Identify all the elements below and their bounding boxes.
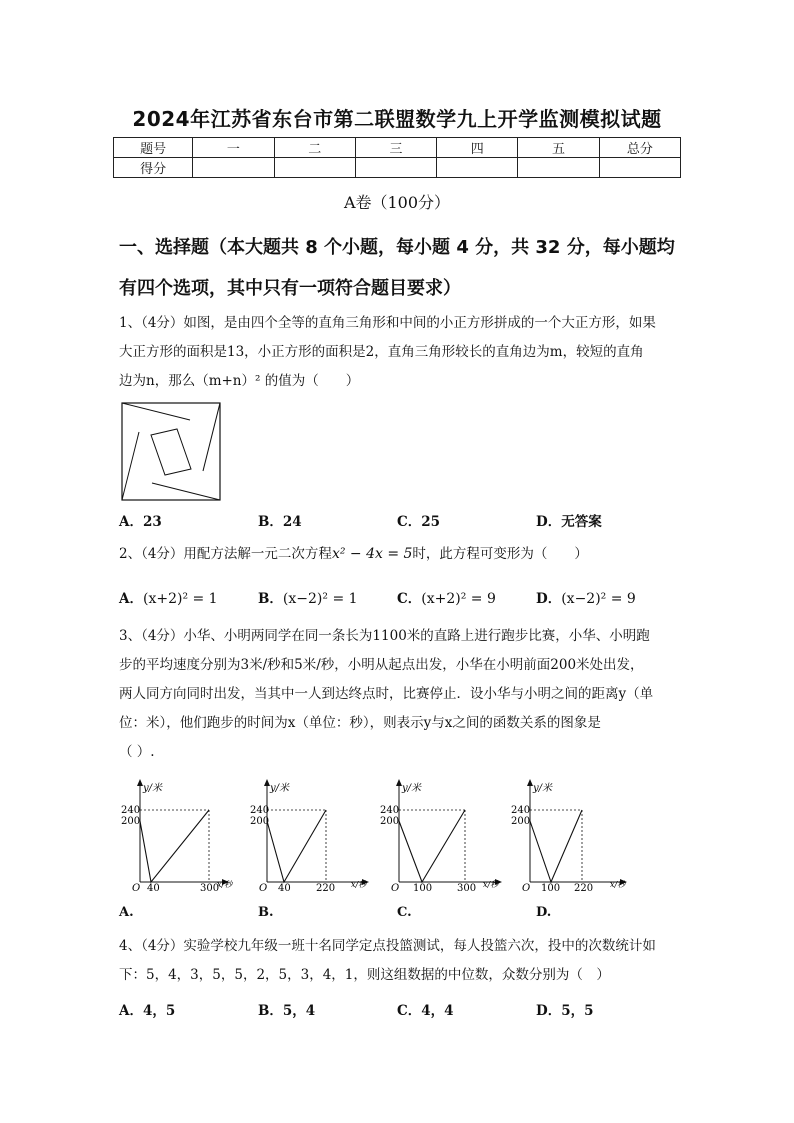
y-tick-label: 200 — [380, 816, 400, 827]
q2-stem-b: 时，此方程可变形为（ ） — [412, 546, 588, 562]
q1-line: 边为n，那么（m+n）² 的值为（ ） — [119, 373, 360, 389]
x-tick-label: 300 — [200, 883, 220, 894]
y-tick-label: 200 — [250, 816, 270, 827]
section-heading-line2: 有四个选项，其中只有一项符合题目要求） — [119, 278, 461, 299]
q3-option-a[interactable]: A. — [119, 905, 134, 920]
y-axis-label: y/米 — [270, 783, 290, 794]
q1-stem — [119, 309, 679, 396]
x-axis-label: x/秒 — [483, 880, 499, 889]
q1-option-c[interactable]: C．25 — [397, 514, 441, 530]
q3-graph-c — [375, 778, 510, 893]
x-axis-label: x/秒 — [351, 880, 367, 889]
origin-label: O — [391, 883, 400, 894]
y-tick-label: 240 — [250, 805, 270, 816]
score-input-cell — [193, 158, 274, 178]
x-tick-label: 220 — [574, 883, 594, 894]
table-cell: 四 — [437, 138, 518, 158]
q4-stem — [119, 932, 684, 990]
q1-option-d[interactable]: D．无答案 — [536, 514, 602, 530]
q3-line: 位：米），他们跑步的时间为x（单位：秒），则表示y与x之间的函数关系的图象是 — [119, 715, 601, 731]
q3-graph-b — [240, 778, 375, 893]
table-cell: 一 — [193, 138, 274, 158]
x-tick-label: 220 — [316, 883, 336, 894]
x-tick-label: 40 — [278, 883, 291, 894]
x-axis-label: x/秒 — [217, 880, 233, 889]
q3-line: 两人同方向同时出发，当其中一人到达终点时，比赛停止．设小华与小明之间的距离y（单 — [119, 686, 654, 702]
score-input-cell — [599, 158, 680, 178]
q1-option-a[interactable]: A．23 — [119, 514, 162, 530]
q4-option-d[interactable]: D．5，5 — [536, 1003, 594, 1019]
graph-line — [267, 810, 326, 882]
y-tick-label: 200 — [511, 816, 531, 827]
table-cell: 五 — [518, 138, 599, 158]
y-tick-label: 240 — [380, 805, 400, 816]
q2-stem-a: 2、（4分）用配方法解一元二次方程 — [119, 546, 332, 562]
q2-option-d[interactable]: D．(x−2)² = 9 — [536, 591, 636, 607]
y-axis-label: y/米 — [143, 783, 163, 794]
score-input-cell — [355, 158, 436, 178]
y-tick-label: 240 — [121, 805, 141, 816]
graph-line — [140, 810, 209, 882]
x-tick-label: 100 — [413, 883, 433, 894]
q2-option-b[interactable]: B．(x−2)² = 1 — [258, 591, 358, 607]
q3-line: 3、（4分）小华、小明两同学在同一条长为1100米的直路上进行跑步比赛，小华、小明跑 — [119, 628, 650, 644]
q3-graph-a — [118, 778, 233, 894]
q2-equation: x² − 4x = 5 — [331, 546, 413, 562]
score-table — [113, 137, 681, 178]
q3-option-d[interactable]: D. — [536, 905, 552, 920]
score-input-cell — [518, 158, 599, 178]
origin-label: O — [522, 883, 531, 894]
q3-option-b[interactable]: B. — [258, 905, 274, 920]
section-heading-line1: 一、选择题（本大题共 8 个小题，每小题 4 分，共 32 分，每小题均 — [119, 237, 675, 258]
y-axis-label: y/米 — [402, 783, 422, 794]
table-cell: 三 — [355, 138, 436, 158]
x-tick-label: 300 — [457, 883, 477, 894]
x-tick-label: 40 — [147, 883, 160, 894]
x-axis-label: x/秒 — [610, 880, 626, 889]
q4-line: 4、（4分）实验学校九年级一班十名同学定点投篮测试，每人投篮六次，投中的次数统计如 — [119, 938, 656, 954]
q3-line: （ ）. — [119, 744, 155, 760]
y-axis-label: y/米 — [533, 783, 553, 794]
q1-line: 1、（4分）如图，是由四个全等的直角三角形和中间的小正方形拼成的一个大正方形，如果 — [119, 315, 656, 331]
score-table-header-row — [114, 138, 681, 158]
q3-graph-d — [510, 778, 635, 893]
y-tick-label: 200 — [121, 816, 141, 827]
origin-label: O — [259, 883, 268, 894]
graph-line — [399, 810, 465, 882]
table-cell: 二 — [274, 138, 355, 158]
q4-option-c[interactable]: C．4，4 — [397, 1003, 454, 1019]
q2-stem — [119, 540, 699, 569]
score-table-score-row — [114, 158, 681, 178]
table-cell: 总分 — [599, 138, 680, 158]
graph-line — [530, 810, 582, 882]
q2-option-a[interactable]: A．(x+2)² = 1 — [119, 591, 218, 607]
q3-option-c[interactable]: C. — [397, 905, 412, 920]
q1-option-b[interactable]: B．24 — [258, 514, 302, 530]
table-cell: 得分 — [114, 158, 193, 178]
origin-label: O — [132, 883, 141, 894]
q4-option-a[interactable]: A．4，5 — [119, 1003, 176, 1019]
q1-square-figure — [121, 402, 222, 501]
q4-option-b[interactable]: B．5，4 — [258, 1003, 316, 1019]
score-input-cell — [437, 158, 518, 178]
x-tick-label: 100 — [541, 883, 561, 894]
q3-stem — [119, 622, 684, 767]
q1-line: 大正方形的面积是13，小正方形的面积是2，直角三角形较长的直角边为m，较短的直角 — [119, 344, 644, 360]
q3-line: 步的平均速度分别为3米/秒和5米/秒，小明从起点出发，小华在小明前面200米处出发， — [119, 657, 644, 673]
q2-option-c[interactable]: C．(x+2)² = 9 — [397, 591, 496, 607]
score-input-cell — [274, 158, 355, 178]
page-title: 2024年江苏省东台市第二联盟数学九上开学监测模拟试题 — [132, 107, 662, 131]
section-a-title: A卷（100分） — [343, 193, 451, 212]
table-cell: 题号 — [114, 138, 193, 158]
y-tick-label: 240 — [511, 805, 531, 816]
q4-line: 下：5，4，3，5，5，2，5，3，4，1，则这组数据的中位数，众数分别为（ ） — [119, 967, 610, 983]
